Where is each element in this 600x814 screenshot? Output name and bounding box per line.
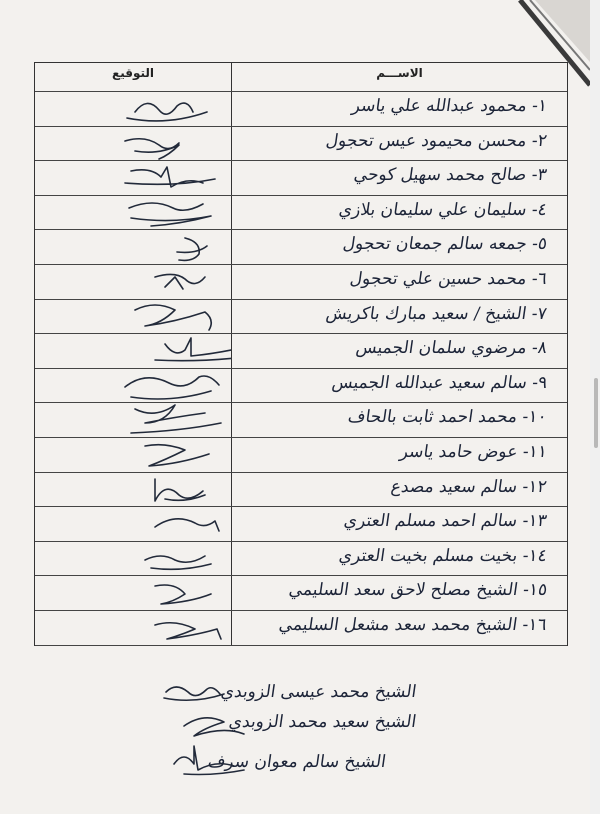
name-cell bbox=[232, 265, 567, 299]
table-row bbox=[35, 334, 567, 369]
handwritten-signature bbox=[35, 334, 231, 368]
signature-cell bbox=[35, 265, 232, 299]
table-row bbox=[35, 127, 567, 162]
handwritten-signature bbox=[35, 196, 231, 230]
extra-name-3: الشيخ سالم معوان سرف bbox=[206, 752, 388, 772]
person-name: ٤- سليمان علي سليمان بلازي bbox=[337, 199, 549, 220]
person-name: ١٥- الشيخ مصلح لاحق سعد السليمي bbox=[287, 580, 549, 601]
table-row bbox=[35, 369, 567, 404]
person-name: ٦- محمد حسين علي تحجول bbox=[348, 268, 549, 289]
person-name: ١٣- سالم احمد مسلم العتري bbox=[342, 511, 549, 532]
signature-cell bbox=[35, 196, 232, 230]
person-name: ١٦- الشيخ محمد سعد مشعل السليمي bbox=[278, 614, 549, 635]
person-name: ١٤- بخيت مسلم بخيت العتري bbox=[337, 545, 549, 566]
table-row bbox=[35, 230, 567, 265]
signature-column-header bbox=[35, 63, 232, 91]
person-name: ١١- عوض حامد ياسر bbox=[398, 441, 549, 462]
table-row bbox=[35, 161, 567, 196]
name-cell bbox=[232, 542, 567, 576]
name-cell bbox=[232, 334, 567, 368]
table-row bbox=[35, 507, 567, 542]
extra-name-1: الشيخ محمد عيسى الزوبدي bbox=[219, 682, 418, 702]
scrollbar[interactable] bbox=[590, 0, 600, 814]
name-cell bbox=[232, 507, 567, 541]
table-row bbox=[35, 265, 567, 300]
handwritten-signature bbox=[35, 265, 231, 299]
handwritten-signature bbox=[35, 161, 231, 195]
person-name: ٢- محسن محيمود عيس تحجول bbox=[324, 130, 549, 151]
name-cell bbox=[232, 92, 567, 126]
extra-name-2: الشيخ سعيد محمد الزوبدي bbox=[227, 712, 418, 732]
handwritten-signature bbox=[35, 507, 231, 541]
name-cell bbox=[232, 161, 567, 195]
name-cell bbox=[232, 230, 567, 264]
name-header-label: الاســـم bbox=[376, 66, 423, 80]
name-column-header bbox=[232, 63, 567, 91]
signature-cell bbox=[35, 507, 232, 541]
name-cell bbox=[232, 438, 567, 472]
table-row bbox=[35, 473, 567, 508]
handwritten-signature bbox=[35, 403, 231, 437]
signature-cell bbox=[35, 576, 232, 610]
handwritten-signature bbox=[35, 611, 231, 645]
signature-cell bbox=[35, 300, 232, 334]
name-cell bbox=[232, 369, 567, 403]
table-row bbox=[35, 576, 567, 611]
table-row bbox=[35, 403, 567, 438]
person-name: ٣- صالح محمد سهيل كوحي bbox=[352, 165, 549, 186]
person-name: ٥- جمعه سالم جمعان تحجول bbox=[341, 234, 549, 255]
handwritten-signature bbox=[35, 438, 231, 472]
signature-cell bbox=[35, 438, 232, 472]
name-cell bbox=[232, 196, 567, 230]
table-header bbox=[35, 63, 567, 92]
table-row bbox=[35, 92, 567, 127]
table-row bbox=[35, 196, 567, 231]
signature-cell bbox=[35, 473, 232, 507]
person-name: ٩- سالم سعيد عبدالله الجميس bbox=[330, 372, 549, 393]
person-name: ٨- مرضوي سلمان الجميس bbox=[354, 338, 549, 359]
signature-header-label: التوقيع bbox=[112, 66, 154, 80]
signature-cell bbox=[35, 403, 232, 437]
signature-cell bbox=[35, 542, 232, 576]
handwritten-signature bbox=[35, 576, 231, 610]
signature-cell bbox=[35, 161, 232, 195]
handwritten-signature bbox=[35, 300, 231, 334]
name-cell bbox=[232, 403, 567, 437]
extra-signatures bbox=[34, 674, 566, 814]
signature-cell bbox=[35, 334, 232, 368]
signature-table bbox=[34, 62, 568, 646]
signature-cell bbox=[35, 230, 232, 264]
table-row bbox=[35, 542, 567, 577]
handwritten-signature bbox=[35, 542, 231, 576]
extra-names-block bbox=[34, 674, 566, 814]
table-row bbox=[35, 300, 567, 335]
signature-cell bbox=[35, 611, 232, 645]
name-cell bbox=[232, 473, 567, 507]
person-name: ١٢- سالم سعيد مصدع bbox=[390, 476, 549, 497]
name-cell bbox=[232, 576, 567, 610]
signature-cell bbox=[35, 369, 232, 403]
handwritten-signature bbox=[35, 369, 231, 403]
person-name: ١- محمود عبدالله علي ياسر bbox=[350, 96, 549, 116]
signature-cell bbox=[35, 127, 232, 161]
handwritten-signature bbox=[35, 473, 231, 507]
handwritten-signature bbox=[35, 230, 231, 264]
signature-cell bbox=[35, 92, 232, 126]
table-row bbox=[35, 438, 567, 473]
person-name: ٧- الشيخ / سعيد مبارك باكريش bbox=[324, 303, 549, 324]
name-cell bbox=[232, 611, 567, 645]
handwritten-signature bbox=[35, 92, 231, 126]
table-row bbox=[35, 611, 567, 646]
name-cell bbox=[232, 300, 567, 334]
scrollbar-thumb[interactable] bbox=[594, 378, 598, 448]
person-name: ١٠- محمد احمد ثابت بالحاف bbox=[346, 407, 549, 428]
handwritten-signature bbox=[35, 127, 231, 161]
name-cell bbox=[232, 127, 567, 161]
